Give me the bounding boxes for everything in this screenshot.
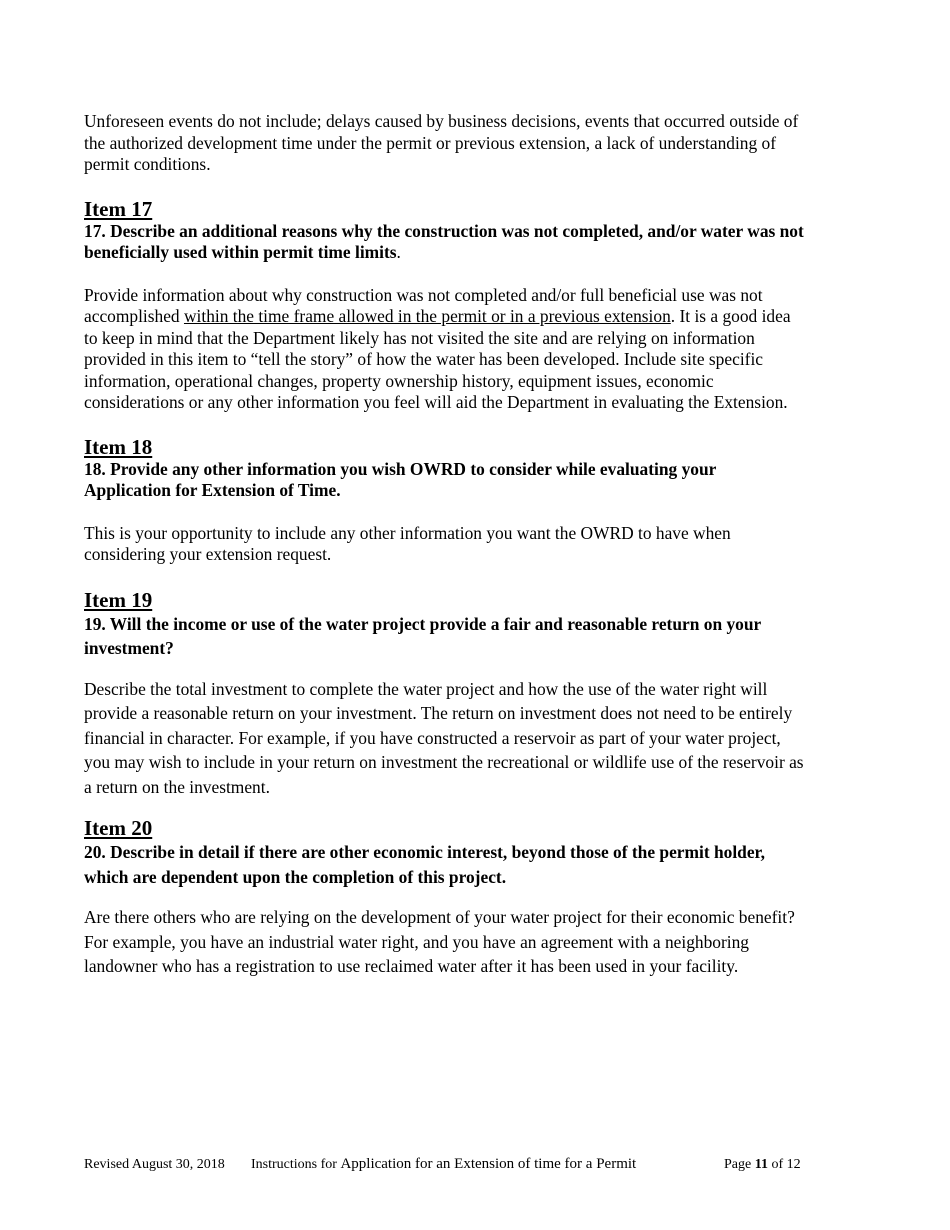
item-17-question-text: 17. Describe an additional reasons why the construction was not completed, and/or water was not beneficially used within permit time limits xyxy=(84,220,804,262)
item-18-section xyxy=(84,435,804,566)
item-18-question: 18. Provide any other information you wish OWRD to consider while evaluating your Application for Extension of Time. xyxy=(84,458,717,500)
item-17-body-underlined: within the time frame allowed in the permit or in a previous extension xyxy=(183,306,671,326)
footer-revised-date: Revised August 30, 2018 xyxy=(84,1157,225,1172)
footer-instructions-title: Application for an Extension of time for a Permit xyxy=(340,1156,637,1172)
item-17-question-period: . xyxy=(396,242,401,262)
item-17-section xyxy=(84,197,804,414)
footer-document-title xyxy=(251,1156,636,1173)
item-20-question: 20. Describe in detail if there are other economic interest, beyond those of the permit holder, which are dependent upon the completion of this project. xyxy=(84,842,766,887)
item-17-body xyxy=(84,285,804,414)
item-19-heading: Item 19 xyxy=(84,587,153,612)
footer-page-number xyxy=(724,1156,801,1173)
footer-page-prefix: Page xyxy=(724,1157,755,1172)
item-17-body-start: Provide information about why construction was not completed and/or full beneficial use was not accomplished xyxy=(84,284,763,326)
item-20-body: Are there others who are relying on the development of your water project for their economic benefit? For example, you have an industrial water right, and you have an agreement with a neighboring landowner who has a registration to use reclaimed water after it has been used in your facility. xyxy=(84,907,795,976)
item-18-body: This is your opportunity to include any other information you want the OWRD to have when considering your extension request. xyxy=(84,522,731,564)
item-17-question xyxy=(84,221,804,264)
item-19-section xyxy=(84,588,804,800)
item-19-question: 19. Will the income or use of the water project provide a fair and reasonable return on your investment? xyxy=(84,613,761,658)
footer-current-page: 11 xyxy=(754,1157,768,1172)
document-body xyxy=(84,111,804,979)
footer-instructions-prefix: Instructions for xyxy=(251,1157,341,1172)
footer-page-total: of 12 xyxy=(767,1157,801,1172)
item-19-body: Describe the total investment to complete the water project and how the use of the water right will provide a reasonable return on your investment. The return on investment does not need to be entirely financial in character. For example, if you have constructed a reservoir as part of your water project, you may wish to include in your return on investment the recreational or wildlife use of the reservoir as a return on the investment. xyxy=(84,678,804,797)
item-20-section xyxy=(84,816,804,979)
item-17-body-end: . It is a good idea to keep in mind that the Department likely has not visited the site and are relying on information provided in this item to “tell the story” of how the water has been developed. Include site specific information, operational changes, property ownership history, equipment issues, economic considerations or any other information you feel will aid the Department in evaluating the Extension. xyxy=(84,306,791,412)
intro-paragraph: Unforeseen events do not include; delays caused by business decisions, events that occurred outside of the authorized development time under the permit or previous extension, a lack of understanding of permit conditions. xyxy=(84,111,799,174)
item-20-heading: Item 20 xyxy=(84,816,153,840)
item-17-heading: Item 17 xyxy=(84,196,153,221)
item-18-heading: Item 18 xyxy=(84,434,153,459)
